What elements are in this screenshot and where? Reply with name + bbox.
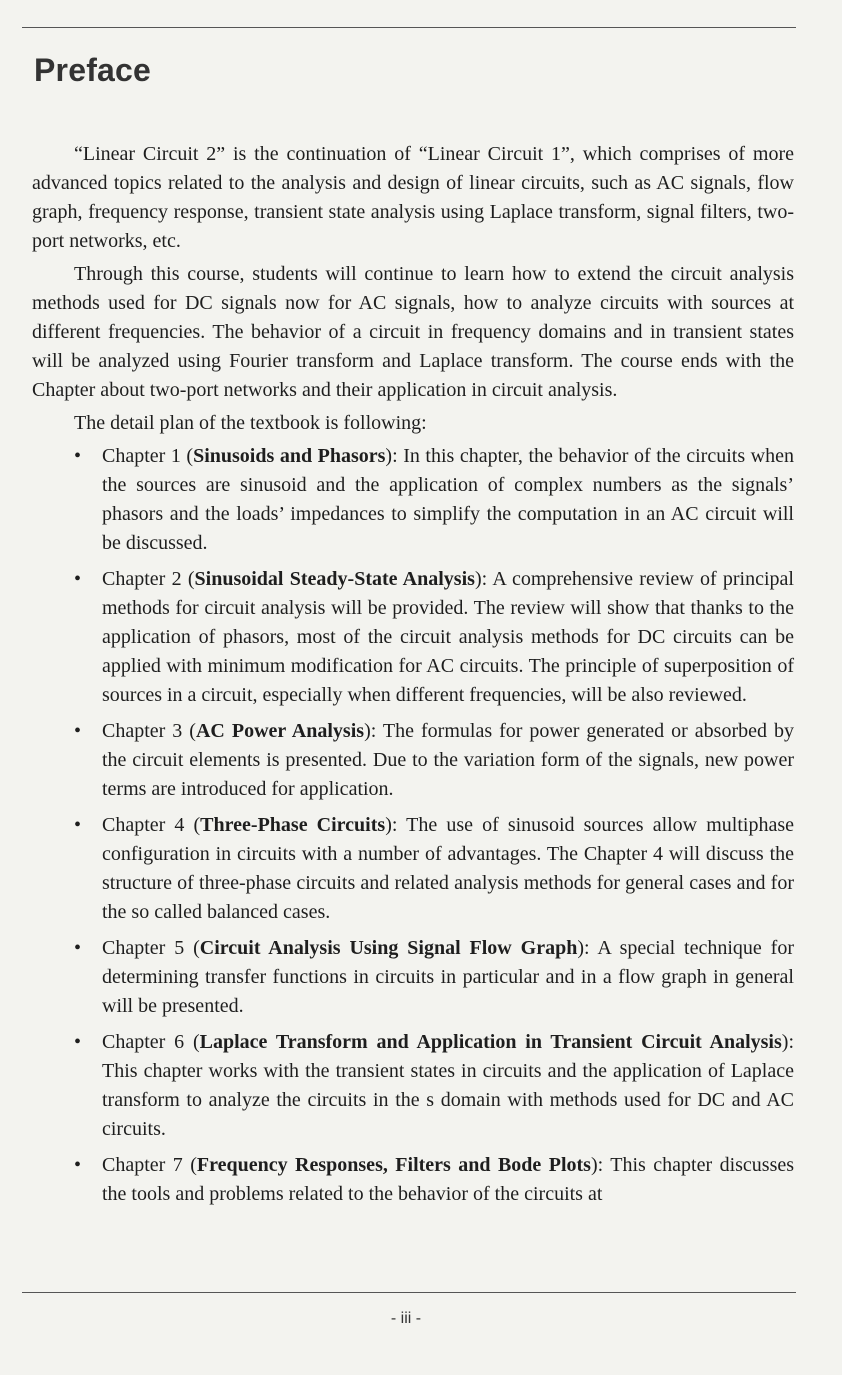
- chapter-lead: Chapter 3 (: [102, 720, 196, 742]
- chapter-text: ): A comprehensive review of principal methods for circuit analysis will be provided. The review will show that thanks to the application of phasors, most of the circuit analysis methods for DC circuits can be applied with minimum modification for AC circuits. The principle of superposition of sources in a circuit, especially when different frequencies, will be also reviewed.: [102, 568, 794, 706]
- chapter-item-5: [32, 934, 794, 1021]
- preface-body: [32, 140, 794, 1216]
- chapter-item-6: [32, 1028, 794, 1144]
- chapter-list: [32, 442, 794, 1209]
- chapter-text: ): The formulas for power generated or absorbed by the circuit elements is presented. Due to the variation form of the signals, new power terms are introduced for application.: [102, 720, 794, 800]
- chapter-title: Frequency Responses, Filters and Bode Plots: [196, 1154, 591, 1176]
- bullet-icon: •: [74, 814, 82, 836]
- paragraph-course: Through this course, students will continue to learn how to extend the circuit analysis methods used for DC signals now for AC signals, how to analyze circuits with sources at different frequencies. The behavior of a circuit in frequency domains and in transient states will be analyzed using Fourier transform and Laplace transform. The course ends with the Chapter about two-port networks and their application in circuit analysis.: [32, 263, 794, 401]
- paragraph-plan: The detail plan of the textbook is following:: [74, 412, 427, 434]
- top-rule: [22, 27, 796, 28]
- chapter-text: ): A special technique for determining transfer functions in circuits in particular and in a flow graph in general will be presented.: [102, 937, 794, 1017]
- page-title: Preface: [34, 52, 152, 88]
- chapter-text: ): This chapter works with the transient states in circuits and the application of Laplace transform to analyze the circuits in the s domain with methods used for DC and AC circuits.: [102, 1031, 794, 1140]
- chapter-title: Sinusoids and Phasors: [193, 445, 386, 467]
- chapter-lead: Chapter 5 (: [102, 937, 200, 959]
- chapter-lead: Chapter 1 (: [102, 445, 194, 467]
- bullet-icon: •: [74, 1031, 82, 1053]
- chapter-lead: Chapter 2 (: [102, 568, 195, 590]
- chapter-item-2: [32, 565, 794, 710]
- chapter-item-7: [32, 1151, 794, 1209]
- bullet-icon: •: [74, 568, 82, 590]
- paragraph-intro: “Linear Circuit 2” is the continuation of “Linear Circuit 1”, which comprises of more advanced topics related to the analysis and design of linear circuits, such as AC signals, flow graph, frequency response, transient state analysis using Laplace transform, signal filters, two-port networks, etc.: [32, 143, 794, 252]
- chapter-title: Laplace Transform and Application in Transient Circuit Analysis: [199, 1031, 782, 1053]
- chapter-lead: Chapter 7 (: [102, 1154, 197, 1176]
- chapter-title: Three-Phase Circuits: [200, 814, 386, 836]
- chapter-title: AC Power Analysis: [195, 720, 365, 742]
- bottom-rule: [22, 1292, 796, 1293]
- chapter-text: ): This chapter discusses the tools and problems related to the behavior of the circuits at: [102, 1154, 795, 1205]
- page-number: - iii -: [390, 1310, 422, 1327]
- chapter-title: Circuit Analysis Using Signal Flow Graph: [199, 937, 578, 959]
- bullet-icon: •: [74, 720, 82, 742]
- chapter-item-4: [32, 811, 794, 927]
- chapter-title: Sinusoidal Steady-State Analysis: [194, 568, 475, 590]
- bullet-icon: •: [74, 445, 82, 467]
- chapter-lead: Chapter 4 (: [102, 814, 201, 836]
- chapter-text: ): In this chapter, the behavior of the circuits when the sources are sinusoid and the application of complex numbers as the signals’ phasors and the loads’ impedances to simplify the computation in an AC circuit will be discussed.: [102, 445, 794, 554]
- chapter-item-3: [32, 717, 794, 804]
- chapter-item-1: [32, 442, 794, 558]
- chapter-text: ): The use of sinusoid sources allow multiphase configuration in circuits with a number of advantages. The Chapter 4 will discuss the structure of three-phase circuits and related analysis methods for general cases and for the so called balanced cases.: [102, 814, 794, 923]
- chapter-lead: Chapter 6 (: [102, 1031, 200, 1053]
- bullet-icon: •: [74, 1154, 82, 1176]
- bullet-icon: •: [74, 937, 82, 959]
